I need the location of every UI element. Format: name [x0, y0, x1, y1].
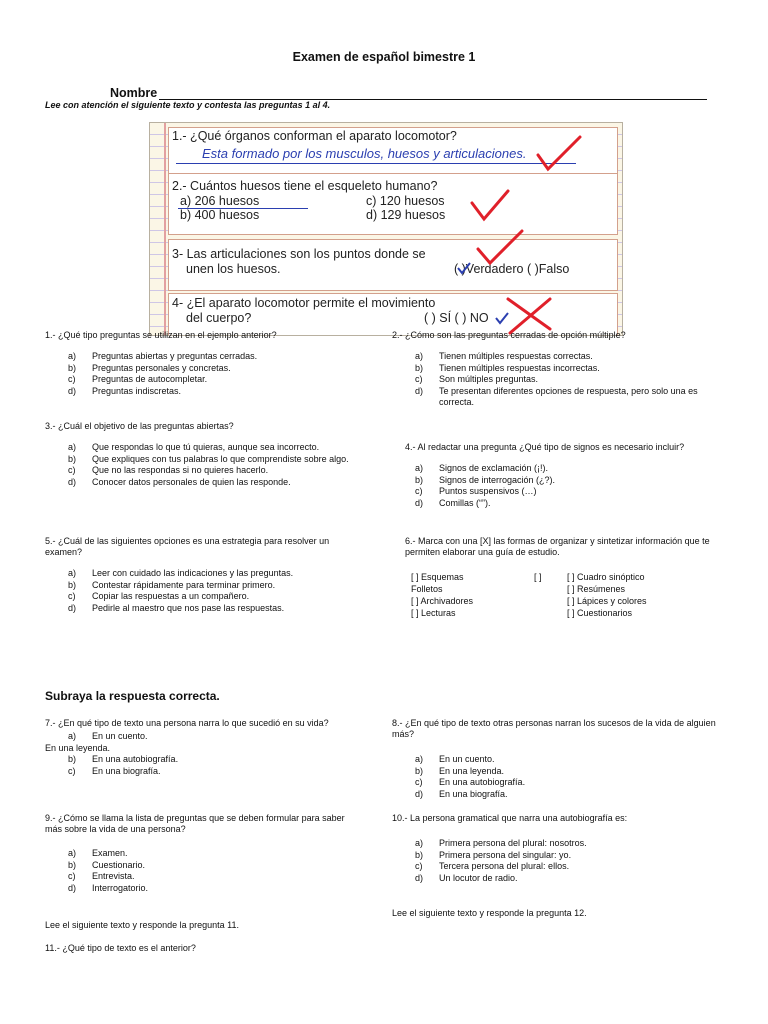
- notebook-q2b: b) 400 huesos: [180, 208, 260, 222]
- option: [45, 766, 345, 778]
- option-letter: a): [415, 463, 424, 473]
- question-2-options: [392, 351, 722, 409]
- name-line: [159, 88, 707, 100]
- option-text: En una autobiografía.: [439, 777, 526, 788]
- question-10-text: 10.- La persona gramatical que narra una autobiografía es:: [392, 813, 628, 823]
- option-letter: b): [68, 859, 77, 870]
- notebook-q2c: c) 120 huesos: [366, 194, 445, 208]
- option-letter: d): [68, 385, 77, 396]
- question-9-options: [45, 848, 357, 894]
- option: [392, 838, 722, 850]
- option-letter: d): [68, 882, 77, 893]
- option-text: Un locutor de radio.: [439, 872, 518, 883]
- notebook-q3b: unen los huesos.: [186, 262, 281, 276]
- notebook-q4-options: ( ) SÍ ( ) NO: [424, 311, 489, 325]
- option-text: Que expliques con tus palabras lo que comprendiste sobre algo.: [92, 453, 349, 464]
- question-7-options: [45, 731, 345, 777]
- option-letter: d): [415, 872, 424, 883]
- option-text: Signos de exclamación (¡!).: [439, 463, 549, 473]
- question-8: [392, 718, 722, 800]
- option-text: Copiar las respuestas a un compañero.: [92, 591, 250, 602]
- option-letter: b): [68, 362, 77, 373]
- option-text: En una autobiografía.: [92, 754, 179, 765]
- option: [45, 351, 363, 363]
- option-letter: b): [415, 474, 424, 485]
- option-letter: a): [415, 351, 424, 361]
- option-letter: d): [415, 788, 424, 799]
- q6-item: [ ] Esquemas: [411, 572, 464, 582]
- q6-mid-checkbox: [ ]: [534, 572, 542, 582]
- notebook-a1: Esta formado por los musculos, huesos y articulaciones.: [202, 146, 527, 161]
- option-text: Primera persona del singular: yo.: [439, 849, 572, 860]
- question-7: [45, 718, 345, 777]
- option-text: Signos de interrogación (¿?).: [439, 474, 556, 485]
- option-text: Tienen múltiples respuestas correctas.: [439, 351, 593, 361]
- option-text: Tienen múltiples respuestas incorrectas.: [439, 362, 600, 373]
- option-text: Entrevista.: [92, 871, 135, 882]
- option-text: Tercera persona del plural: ellos.: [439, 861, 570, 872]
- option-text: En un cuento.: [92, 731, 148, 741]
- question-1-text: 1.- ¿Qué tipo preguntas se utilizan en el ejemplo anterior?: [45, 330, 277, 340]
- notebook-q3a: 3- Las articulaciones son los puntos donde se: [172, 247, 426, 261]
- option-letter: c): [68, 465, 76, 476]
- option: [45, 731, 345, 743]
- option-letter: a): [68, 568, 77, 578]
- option: [45, 860, 357, 872]
- option-text: Cuestionario.: [92, 859, 146, 870]
- read-instruction-12: Lee el siguiente texto y responde la pregunta 12.: [392, 908, 587, 918]
- notebook-marks: [150, 123, 622, 335]
- exam-title: Examen de español bimestre 1: [292, 50, 476, 64]
- question-5-text: 5.- ¿Cuál de las siguientes opciones es una estrategia para resolver un examen?: [45, 536, 330, 557]
- q6-right-column: [567, 571, 647, 619]
- option-letter: a): [68, 848, 77, 858]
- option-text: En un cuento.: [439, 754, 495, 764]
- question-2-text: 2.- ¿Cómo son las preguntas cerradas de opción múltiple?: [392, 330, 626, 340]
- option-letter: a): [68, 351, 77, 361]
- option-text: En una leyenda.: [439, 765, 505, 776]
- check-mark-2: [472, 191, 508, 219]
- option: [45, 883, 357, 895]
- option-text: Que respondas lo que tú quieras, aunque sea incorrecto.: [92, 442, 320, 452]
- q6-item: [ ] Resúmenes: [567, 584, 626, 594]
- option-letter: b): [415, 765, 424, 776]
- option: [45, 465, 363, 477]
- option: [392, 766, 722, 778]
- q6-item: [ ] Lecturas: [411, 608, 456, 618]
- option-letter: c): [68, 591, 76, 602]
- option-letter: d): [415, 497, 424, 508]
- option-text: Preguntas personales y concretas.: [92, 362, 231, 373]
- question-5-options: [45, 568, 367, 614]
- option-text: En una biografía.: [92, 765, 161, 776]
- check-mark-small-4: [496, 313, 508, 323]
- option: [392, 475, 725, 487]
- question-1-options: [45, 351, 363, 397]
- notebook-q3-options: ( )Verdadero ( )Falso: [454, 262, 570, 276]
- notebook-q1: 1.- ¿Qué órganos conforman el aparato locomotor?: [172, 129, 457, 143]
- option-text: En una biografía.: [439, 788, 508, 799]
- question-3-options: [45, 442, 363, 488]
- option: [392, 386, 722, 409]
- question-7-text: 7.- ¿En qué tipo de texto una persona narra lo que sucedió en su vida?: [45, 718, 329, 728]
- option-text: Que no las respondas si no quieres hacerlo.: [92, 465, 269, 476]
- q6-item: Folletos: [411, 584, 443, 594]
- option: [45, 603, 367, 615]
- option-text: Interrogatorio.: [92, 882, 149, 893]
- notebook-image: [149, 122, 623, 336]
- question-9: [45, 813, 357, 894]
- name-field: [110, 86, 707, 100]
- option-letter: b): [68, 754, 77, 765]
- question-8-text: 8.- ¿En qué tipo de texto otras personas narran los sucesos de la vida de alguien más?: [392, 718, 716, 739]
- question-10: [392, 813, 722, 884]
- option: [45, 568, 367, 580]
- option: [45, 363, 363, 375]
- option-text: Contestar rápidamente para terminar primero.: [92, 579, 276, 590]
- read-instruction-11: Lee el siguiente texto y responde la pregunta 11.: [45, 920, 239, 930]
- notebook-q4a: 4- ¿El aparato locomotor permite el movimiento: [172, 296, 436, 310]
- option: [392, 351, 722, 363]
- question-5: [45, 536, 367, 614]
- option-letter: c): [415, 861, 423, 872]
- question-3: [45, 421, 363, 488]
- option: [45, 580, 367, 592]
- option-letter: c): [68, 871, 76, 882]
- question-6-text: 6.- Marca con una [X] las formas de organizar y sintetizar información que te permiten elaborar una guía de estudio.: [405, 536, 710, 557]
- option: [45, 848, 357, 860]
- question-9-text: 9.- ¿Cómo se llama la lista de preguntas que se deben formular para saber más sobre la vida de una persona?: [45, 813, 345, 834]
- cross-mark: [508, 299, 550, 333]
- option-text: Preguntas abiertas y preguntas cerradas.: [92, 351, 258, 361]
- notebook-q4b: del cuerpo?: [186, 311, 252, 325]
- option-letter: b): [68, 579, 77, 590]
- option: [392, 754, 722, 766]
- question-4-options: [392, 463, 725, 509]
- question-8-options: [392, 754, 722, 800]
- option-text: Puntos suspensivos (…): [439, 486, 537, 497]
- question-4-text: 4.- Al redactar una pregunta ¿Qué tipo de signos es necesario incluir?: [405, 442, 685, 452]
- option: [392, 850, 722, 862]
- option: [45, 386, 363, 398]
- option-letter: b): [415, 849, 424, 860]
- option-letter: a): [415, 754, 424, 764]
- option-text-flat: En una leyenda.: [45, 742, 111, 753]
- option-text: Son múltiples preguntas.: [439, 374, 539, 385]
- option: [392, 777, 722, 789]
- option-text: Primera persona del plural: nosotros.: [439, 838, 587, 848]
- option-letter: a): [68, 731, 77, 741]
- check-mark-small-3: [458, 263, 470, 273]
- check-mark-1: [538, 137, 580, 169]
- option-letter: a): [415, 838, 424, 848]
- option: [392, 789, 722, 801]
- question-6: [405, 536, 723, 558]
- option-letter: c): [415, 486, 423, 497]
- option: [392, 463, 725, 475]
- option: [392, 486, 725, 498]
- section-title: Subraya la respuesta correcta.: [45, 689, 220, 703]
- option-text: Te presentan diferentes opciones de respuesta, pero solo una es correcta.: [439, 385, 698, 408]
- option-letter: c): [415, 777, 423, 788]
- option: [392, 363, 722, 375]
- option-letter: d): [68, 602, 77, 613]
- option-letter: b): [68, 453, 77, 464]
- option-text: Comillas (“”).: [439, 497, 491, 508]
- q6-item: [ ] Archivadores: [411, 596, 474, 606]
- notebook-q2a: a) 206 huesos: [180, 194, 260, 208]
- option-letter: b): [415, 362, 424, 373]
- question-1: [45, 330, 363, 397]
- name-label: Nombre: [110, 86, 158, 100]
- option: [45, 454, 363, 466]
- question-3-text: 3.- ¿Cuál el objetivo de las preguntas abiertas?: [45, 421, 234, 431]
- option-text: Preguntas de autocompletar.: [92, 374, 208, 385]
- q6-item: [ ] Cuadro sinóptico: [567, 572, 645, 582]
- option-letter: c): [68, 374, 76, 385]
- option-letter: d): [415, 385, 424, 396]
- option: [45, 374, 363, 386]
- notebook-q2: 2.- Cuántos huesos tiene el esqueleto humano?: [172, 179, 438, 193]
- option: [392, 498, 725, 510]
- question-4: [405, 442, 725, 509]
- option: [45, 591, 367, 603]
- question-2: [392, 330, 722, 409]
- question-10-options: [392, 838, 722, 884]
- option: [392, 861, 722, 873]
- check-mark-3: [478, 231, 522, 263]
- option-letter: c): [415, 374, 423, 385]
- option: [45, 442, 363, 454]
- option-letter: a): [68, 442, 77, 452]
- q6-item: [ ] Lápices y colores: [567, 596, 647, 606]
- option-text: Examen.: [92, 848, 128, 858]
- option: [45, 477, 363, 489]
- option-letter: c): [68, 765, 76, 776]
- option: [392, 873, 722, 885]
- option-text: Preguntas indiscretas.: [92, 385, 182, 396]
- option-text: Conocer datos personales de quien las responde.: [92, 476, 291, 487]
- option-text: Leer con cuidado las indicaciones y las preguntas.: [92, 568, 294, 578]
- option-text: Pedirle al maestro que nos pase las respuestas.: [92, 602, 285, 613]
- notebook-q2d: d) 129 huesos: [366, 208, 446, 222]
- option: [45, 754, 345, 766]
- option: [392, 374, 722, 386]
- q6-item: [ ] Cuestionarios: [567, 608, 633, 618]
- intro-text: Lee con atención el siguiente texto y contesta las preguntas 1 al 4.: [45, 100, 331, 110]
- question-11-text: 11.- ¿Qué tipo de texto es el anterior?: [45, 943, 196, 953]
- option: [45, 871, 357, 883]
- option-letter: d): [68, 476, 77, 487]
- q6-left-column: [411, 571, 473, 619]
